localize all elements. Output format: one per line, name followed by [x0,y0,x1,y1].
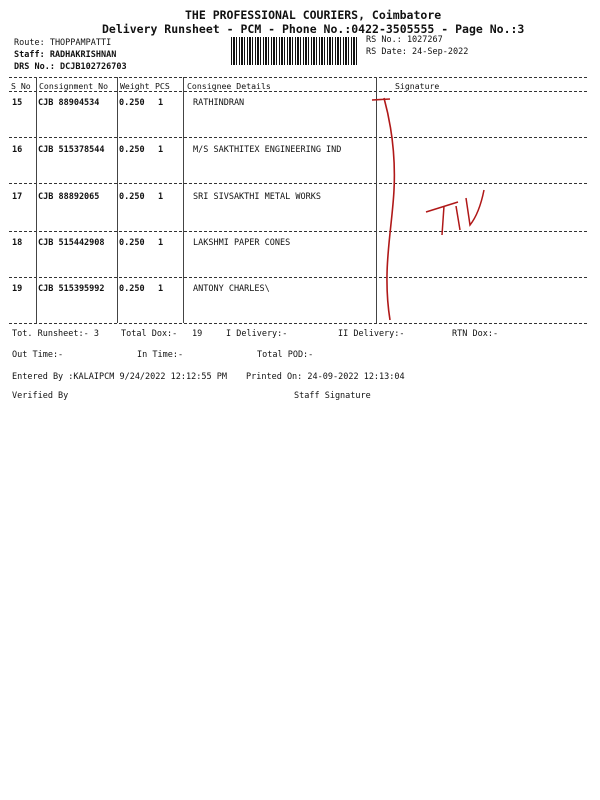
drs-number: DRS No.: DCJB102726703 [14,62,127,72]
row-sno: 16 [12,145,23,155]
printed-on: Printed On: 24-09-2022 12:13:04 [246,372,405,382]
entered-by: Entered By :KALAIPCM 9/24/2022 12:12:55 PM [12,372,227,382]
row-pcs: 1 [158,145,164,155]
row-consignee: RATHINDRAN [193,98,245,108]
rs-number: RS No.: 1027267 [366,35,443,45]
header-pcs: PCS [155,81,170,91]
company-title: THE PROFESSIONAL COURIERS, Coimbatore [185,8,442,22]
total-dox-value: 19 [192,329,203,339]
column-divider [36,77,37,323]
row-consignment: CJB 515395992 [38,284,105,294]
column-divider [117,77,118,323]
row-pcs: 1 [158,98,164,108]
total-dox-label: Total Dox:- [121,329,178,339]
runsheet-title: Delivery Runsheet - PCM - Phone No.:0422-3505555 - Page No.:3 [102,22,525,36]
header-weight: Weight [120,81,150,91]
tot-runsheet: Tot. Runsheet:- 3 [12,329,99,339]
row-weight: 0.250 [119,98,145,108]
rs-date: RS Date: 24-Sep-2022 [366,47,469,57]
row-consignment: CJB 88892065 [38,192,100,202]
rtn-dox: RTN Dox:- [452,329,499,339]
i-delivery: I Delivery:- [226,329,288,339]
row-pcs: 1 [158,238,164,248]
row-consignee: SRI SIVSAKTHI METAL WORKS [193,192,321,202]
row-weight: 0.250 [119,284,145,294]
row-weight: 0.250 [119,145,145,155]
header-consignee: Consignee Details [187,81,271,91]
verified-by: Verified By [12,391,69,401]
barcode [231,37,358,65]
row-consignment: CJB 88904534 [38,98,100,108]
header-signature: Signature [395,81,440,91]
table-top-rule [9,77,587,78]
row-consignee: LAKSHMI PAPER CONES [193,238,291,248]
row-pcs: 1 [158,192,164,202]
row-sno: 19 [12,284,23,294]
row-consignment: CJB 515442908 [38,238,105,248]
row-weight: 0.250 [119,238,145,248]
in-time: In Time:- [137,350,184,360]
row-sno: 15 [12,98,23,108]
column-divider [183,77,184,323]
row-consignee: ANTONY CHARLES\ [193,284,270,294]
staff-label: Staff: RADHAKRISHNAN [14,50,117,60]
ii-delivery: II Delivery:- [338,329,405,339]
total-pod: Total POD:- [257,350,314,360]
row-pcs: 1 [158,284,164,294]
route-label: Route: THOPPAMPATTI [14,38,112,48]
handwritten-signature [360,80,510,330]
row-consignee: M/S SAKTHITEX ENGINEERING IND [193,145,342,155]
row-sno: 18 [12,238,23,248]
header-sno: S No [11,81,31,91]
row-consignment: CJB 515378544 [38,145,105,155]
row-weight: 0.250 [119,192,145,202]
staff-signature-label: Staff Signature [294,391,371,401]
row-sno: 17 [12,192,23,202]
header-consignment: Consignment No [39,81,109,91]
out-time: Out Time:- [12,350,64,360]
